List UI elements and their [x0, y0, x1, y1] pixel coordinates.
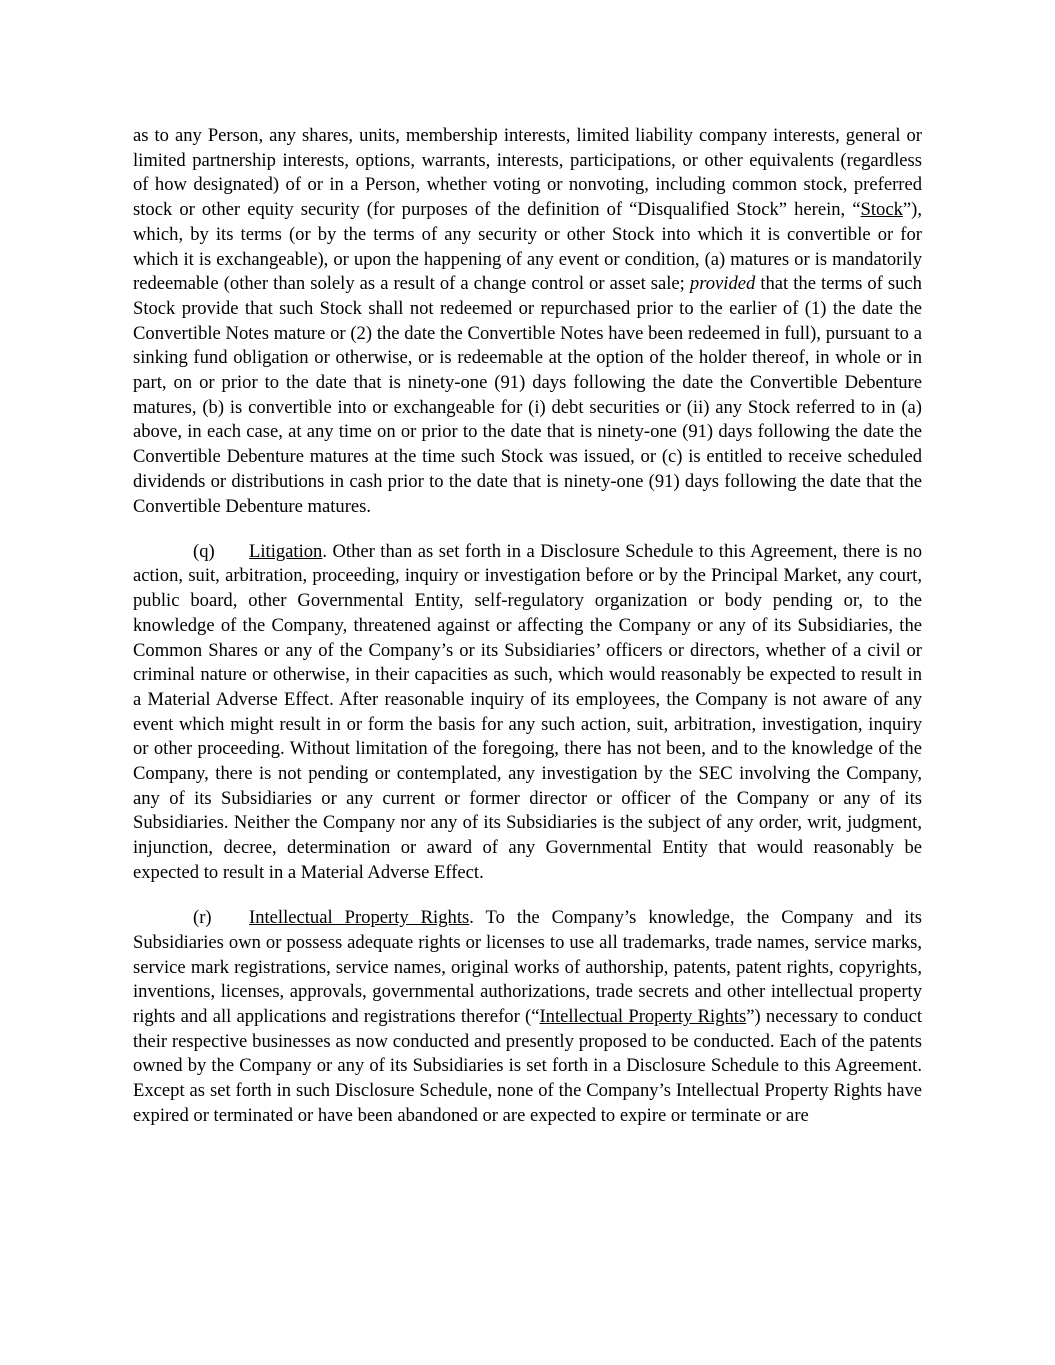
- section-label-q: (q): [193, 540, 215, 562]
- defined-term-intellectual-property-rights: Intellectual Property Rights: [539, 1005, 747, 1027]
- provided-italic: provided: [689, 273, 756, 295]
- text-segment: ”), which, by its terms (or by the terms of any security or other Stock into which it is convertible or for which it is exchangeable), or upon the happening of any event or condition, (a) matures or is mandatorily redeemable (other than solely as a result of a change control or asset sale;: [133, 199, 922, 295]
- text-segment: that the terms of such Stock provide that such Stock shall not redeemed or repurchased prior to the earlier of (1) the date the Convertible Notes mature or (2) the date the Convertible Notes have been redeemed in full), pursuant to a sinking fund obligation or otherwise, or is redeemable at the option of the holder thereof, in whole or in part, on or prior to the date that is ninety-one (91) days following the date the Convertible Debenture matures, (b) is convertible into or exchangeable for (i) debt securities or (ii) any Stock referred to in (a) above, in each case, at any time on or prior to the date that is ninety-one (91) days following the date the Convertible Debenture matures at the time such Stock was issued, or (c) is entitled to receive scheduled dividends or distributions in cash prior to the date that is ninety-one (91) days following the date that the Convertible Debenture matures.: [133, 273, 922, 517]
- text-segment: . To the Company’s knowledge, the Company and its Subsidiaries own or possess adequate rights or licenses to use all trademarks, trade names, service marks, service mark registrations, service names, original works of authorship, patents, patent rights, copyrights, inventions, licenses, approvals, governmental authorizations, trade secrets and other intellectual property rights and all applications and registrations therefor (“: [133, 907, 922, 1027]
- paragraph-intellectual-property-rights: [133, 906, 922, 1128]
- text-segment: ”) necessary to conduct their respective businesses as now conducted and presently proposed to be conducted. Each of the patents owned by the Company or any of its Subsidiaries is set forth in a Disclosure Schedule to this Agreement. Except as set forth in such Disclosure Schedule, none of the Company’s Intellectual Property Rights have expired or terminated or have been abandoned or are expected to expire or terminate or are: [133, 1005, 923, 1126]
- paragraph-litigation: [133, 540, 922, 886]
- defined-term-stock: Stock: [860, 199, 903, 221]
- section-label-r: (r): [193, 907, 212, 929]
- text-segment: . Other than as set forth in a Disclosure Schedule to this Agreement, there is no action, suit, arbitration, proceeding, inquiry or investigation before or by the Principal Market, any court, public board, other Governmental Entity, self-regulatory organization or body pending or, to the knowledge of the Company, threatened against or affecting the Company or any of its Subsidiaries, the Common Shares or any of the Company’s or its Subsidiaries’ officers or directors, whether of a civil or criminal nature or otherwise, in their capacities as such, which would reasonably be expected to result in a Material Adverse Effect. After reasonable inquiry of its employees, the Company is not aware of any event which might result in or form the basis for any such action, suit, arbitration, investigation, inquiry or other proceeding. Without limitation of the foregoing, there has not been, and to the knowledge of the Company, there is not pending or contemplated, any investigation by the SEC involving the Company, any of its Subsidiaries or any current or former director or officer of the Company or any of its Subsidiaries. Neither the Company nor any of its Subsidiaries is the subject of any order, writ, judgment, injunction, decree, determination or award of any Governmental Entity that would reasonably be expected to result in a Material Adverse Effect.: [133, 540, 922, 883]
- section-heading-litigation: Litigation: [249, 540, 323, 562]
- document-page: [133, 124, 922, 1149]
- text-segment: as to any Person, any shares, units, membership interests, limited liability company interests, general or limited partnership interests, options, warrants, interests, participations, or other equivalents (regardless of how designated) of or in a Person, whether voting or nonvoting, including common stock, preferred stock or other equity security (for purposes of the definition of “Disqualified Stock” herein, “: [133, 125, 922, 221]
- section-heading-intellectual-property-rights: Intellectual Property Rights: [249, 907, 470, 929]
- paragraph-disqualified-stock-continuation: [133, 124, 922, 519]
